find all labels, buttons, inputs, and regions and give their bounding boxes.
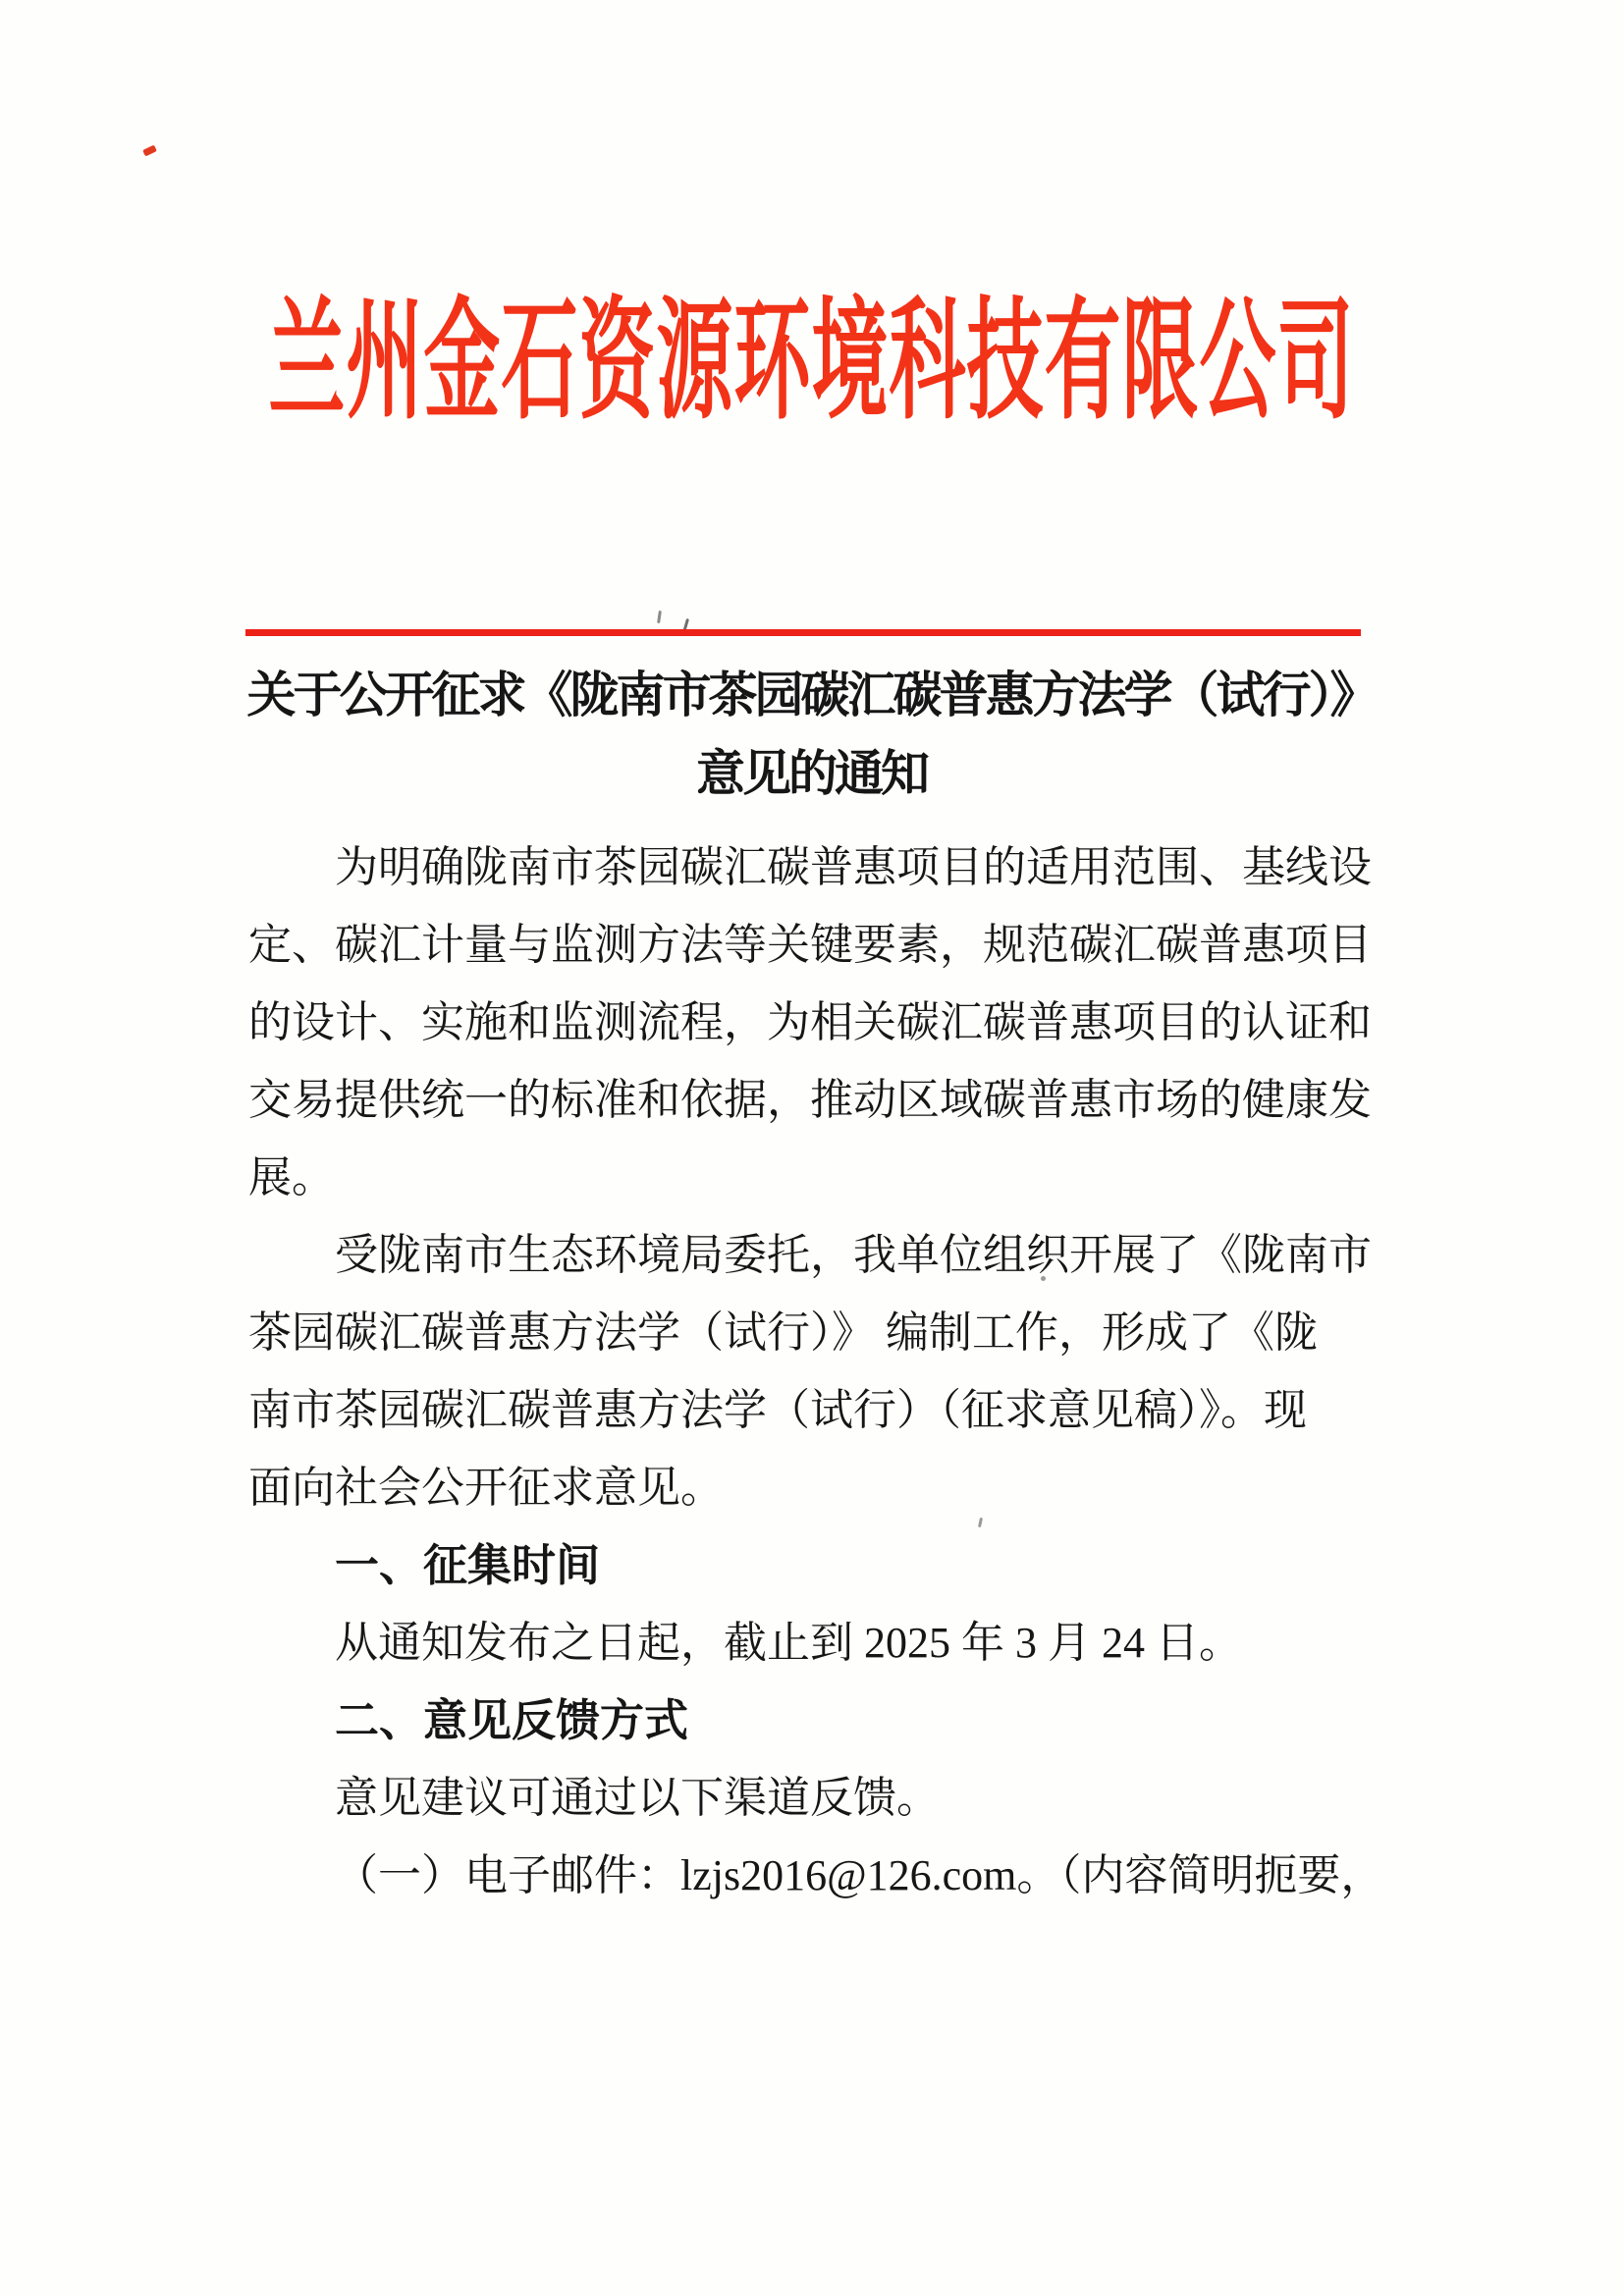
body-line: 意见建议可通过以下渠道反馈。 [335,1774,940,1822]
letterhead-divider [245,629,1361,636]
company-letterhead [0,288,1623,436]
company-name-text: 兰州金石资源环境科技有限公司 [268,288,1355,436]
body-line: 茶园碳汇碳普惠方法学（试行）》 编制工作，形成了《陇 [248,1308,1318,1357]
scan-artifact [657,611,662,623]
body-line: 面向社会公开征求意见。 [248,1464,724,1512]
section-heading: 二、意见反馈方式 [335,1695,689,1745]
body-line: 展。 [248,1153,335,1201]
body-line: 受陇南市生态环境局委托，我单位组织开展了《陇南市 [335,1231,1372,1279]
document-title-line2: 意见的通知 [696,746,927,801]
document-title [0,656,1623,813]
body-line: （一）电子邮件：lzjs2016@126.com。（内容简明扼要， [335,1851,1384,1899]
body-line: 南市茶园碳汇碳普惠方法学（试行）（征求意见稿）》。现 [248,1386,1307,1434]
section-heading: 一、征集时间 [335,1540,601,1590]
body-line: 为明确陇南市茶园碳汇碳普惠项目的适用范围、基线设 [335,843,1372,891]
body-line: 的设计、实施和监测流程，为相关碳汇碳普惠项目的认证和 [248,998,1372,1046]
body-line: 从通知发布之日起，截止到 2025 年 3 月 24 日。 [335,1619,1242,1667]
document-title-line1: 关于公开征求《陇南市茶园碳汇碳普惠方法学（试行）》 [246,667,1377,722]
scan-artifact [142,145,157,157]
document-body [248,828,1384,1914]
body-line: 交易提供统一的标准和依据，推动区域碳普惠市场的健康发 [248,1076,1372,1124]
body-line: 定、碳汇计量与监测方法等关键要素，规范碳汇碳普惠项目 [248,921,1372,969]
